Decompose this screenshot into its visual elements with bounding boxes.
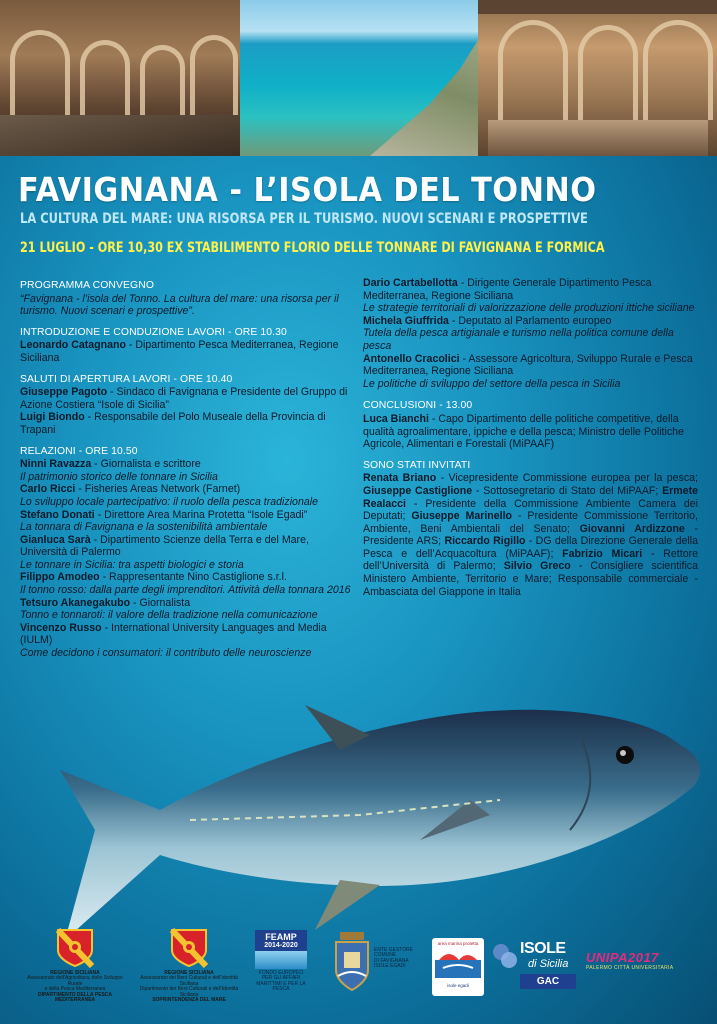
speaker-role: - Responsabile del Polo Museale della Provincia di Trapani — [20, 411, 326, 436]
municipal-crest-icon — [332, 932, 372, 992]
talk-topic: La tonnara di Favignana e la sostenibilità ambientale — [20, 521, 268, 534]
invited-name: Giuseppe Castiglione — [363, 484, 473, 497]
feamp-title: FEAMP — [255, 930, 307, 942]
regione-siciliana-pesca-logo — [20, 928, 130, 1003]
speaker-entry — [20, 386, 355, 411]
section-title-saluti: SALUTI DI APERTURA LAVORI - ORE 10.40 — [20, 373, 233, 385]
section-title-conclusioni: CONCLUSIONI - 13.00 — [363, 400, 473, 412]
speaker-role: - Deputato al Parlamento europeo — [448, 314, 612, 327]
logo-title: REGIONE SICILIANA — [50, 970, 100, 976]
invited-name: Ermete Realacci — [363, 484, 698, 510]
speaker-name: Vincenzo Russo — [20, 621, 102, 634]
program-left-column — [20, 280, 355, 660]
event-date-venue — [20, 240, 605, 256]
talk-topic: Tonno e tonnaroti: il valore della tradizione nella comunicazione — [20, 609, 318, 622]
speaker-name: Ninni Ravazza — [20, 458, 92, 471]
bubbles-icon — [492, 942, 518, 972]
logo-caption: area marina protetta — [437, 941, 479, 946]
invited-name: Riccardo Rigillo — [444, 535, 526, 548]
invited-role: - Presidente Commissione Territorio, Ambiente, Beni Ambientali del Senato; — [363, 510, 698, 535]
speaker-name: Leonardo Catagnano — [20, 339, 126, 352]
speaker-role: - Fisheries Areas Network (Farnet) — [75, 483, 241, 496]
talk-topic: Come decidono i consumatori: il contributo delle neuroscienze — [20, 647, 312, 660]
talk-topic: Il tonno rosso: dalla parte degli imprenditori. Attività della tonnara 2016 — [20, 584, 351, 597]
gac-isole-di-sicilia-logo — [492, 938, 580, 992]
talk-topic: Le politiche di sviluppo del settore della pesca in Sicilia — [363, 377, 621, 390]
speaker-name: Antonello Cracolici — [363, 352, 460, 365]
unipa-title: UNIPA2017 — [586, 950, 659, 965]
invited-name: Giuseppe Marinello — [411, 510, 513, 523]
area-marina-protetta-logo — [432, 938, 484, 996]
speaker-entry — [20, 411, 355, 436]
speaker-name: Gianluca Sarà — [20, 533, 91, 546]
comune-favignana-crest — [332, 932, 372, 997]
invited-role: - Presidente ARS; — [363, 522, 698, 548]
logo-caption: Assessorato dell’Agricoltura, dello Sviluppo Rurale — [27, 975, 123, 987]
talk-topic: Le tonnare in Sicilia: tra aspetti biologici e storia — [20, 558, 244, 571]
talk-topic: Tutela della pesca artigianale e turismo nella politica comune della pesca — [363, 327, 674, 352]
logo-caption: DIPARTIMENTO DELLA PESCA MEDITERRANEA — [37, 991, 113, 1004]
speaker-entry — [20, 339, 355, 364]
event-date: 21 LUGLIO - ORE 10,30 — [20, 240, 163, 256]
gac-title: ISOLE — [520, 940, 566, 957]
logo-caption: SOPRINTENDENZA DEL MARE — [152, 997, 226, 1004]
program-right-column — [363, 277, 698, 598]
feamp-logo — [255, 930, 307, 993]
logo-caption: isole egadi — [447, 983, 469, 989]
talk-topic: Lo sviluppo locale partecipativo: il ruolo della pesca tradizionale — [20, 495, 318, 508]
trinacria-shield-icon — [170, 928, 208, 968]
logo-title: REGIONE SICILIANA — [164, 970, 214, 976]
invited-role: - Consigliere scientifica Ministero Ambiente, Territorio e Mare; Responsabile commerciale - Ambasciata del Giappone in Italia — [363, 560, 698, 598]
unipa-2017-logo — [586, 950, 710, 971]
speaker-role: - Rappresentante Nino Castiglione s.r.l. — [99, 571, 287, 584]
invited-name: Silvio Greco — [503, 560, 571, 573]
speaker-role: - Dirigente Generale Dipartimento Pesca Mediterranea, Regione Siciliana — [363, 277, 652, 302]
speaker-role: - Giornalista — [130, 596, 191, 609]
speaker-entry — [20, 571, 355, 584]
logo-caption: e della Pesca Mediterranea — [44, 986, 106, 993]
logo-caption: DI FAVIGNANA — [374, 957, 409, 964]
speaker-name: Tetsuro Akanegakubo — [20, 596, 131, 609]
invited-name: Giovanni Ardizzone — [579, 522, 685, 535]
regione-siciliana-beni-culturali-logo — [134, 928, 244, 1003]
speaker-entry — [363, 413, 698, 451]
speaker-name: Giuseppe Pagoto — [20, 386, 108, 399]
gac-label: GAC — [520, 974, 576, 989]
speaker-entry — [20, 534, 355, 559]
speaker-entry — [20, 458, 355, 471]
invited-role: - Sottosegretario di Stato del MiPAAF; — [472, 484, 663, 497]
speaker-role: - Dipartimento Pesca Mediterranea, Regione Siciliana — [20, 339, 339, 364]
speaker-name: Michela Giuffrida — [363, 314, 449, 327]
speaker-role: - International University Languages and Media (IULM) — [20, 621, 327, 647]
section-title-introduzione: INTRODUZIONE E CONDUZIONE LAVORI - ORE 10.30 — [20, 326, 287, 338]
unipa-caption: PALERMO CITTÀ UNIVERSITARIA — [586, 965, 674, 971]
invited-name: Renata Briano — [363, 472, 437, 485]
talk-topic: Le strategie territoriali di valorizzazione delle produzioni ittiche siciliane — [363, 302, 695, 315]
gac-subtitle: di Sicilia — [528, 958, 569, 970]
speaker-name: Luigi Biondo — [20, 411, 85, 424]
section-title-programma: PROGRAMMA CONVEGNO — [20, 280, 155, 291]
speaker-role: - Capo Dipartimento delle politiche competitive, della qualità agroalimentare, ippiche e della pesca; Ministro delle Politiche Agricole, Alimentari e Forestali (MiPAAF) — [363, 412, 684, 451]
marine-area-icon — [435, 946, 481, 978]
logo-caption: COMUNE — [374, 952, 397, 959]
trinacria-shield-icon — [56, 928, 94, 968]
speaker-role: - Direttore Area Marina Protetta “Isole Egadi” — [94, 508, 308, 521]
speaker-entry — [20, 597, 355, 610]
logo-caption: FONDO EUROPEO PER GLI AFFARI MARITTIMI E PER LA PESCA — [256, 970, 306, 993]
speaker-entry — [363, 277, 698, 302]
speaker-role: - Dipartimento Scienze della Terra e del Mare, Università di Palermo — [20, 533, 309, 559]
speaker-name: Dario Cartabellotta — [363, 277, 458, 289]
tonnara-hall-photo — [478, 0, 717, 156]
invited-role: - Rettore dell’Università di Palermo; — [363, 547, 699, 573]
talk-topic: Il patrimonio storico delle tonnare in Sicilia — [20, 470, 218, 483]
speaker-entry — [363, 315, 698, 328]
speaker-name: Filippo Amodeo — [20, 571, 100, 584]
invited-name: Fabrizio Micari — [562, 547, 643, 560]
comune-favignana-text — [374, 948, 432, 970]
logo-caption: ENTE GESTORE — [374, 947, 414, 953]
speaker-entry — [20, 509, 355, 522]
logo-caption: Dipartimento dei Beni Culturali e dell’Identità Siciliana — [139, 986, 239, 998]
event-subtitle: LA CULTURA DEL MARE: UNA RISORSA PER IL TURISMO. NUOVI SCENARI E PROSPETTIVE — [20, 211, 588, 227]
feamp-years: 2014-2020 — [255, 942, 307, 951]
invited-list — [363, 472, 698, 598]
logo-caption: ISOLE EGADI — [374, 963, 406, 970]
speaker-entry — [363, 353, 698, 378]
section-title-relazioni: RELAZIONI - ORE 10.50 — [20, 445, 138, 457]
speaker-role: - Giornalista e scrittore — [91, 458, 201, 471]
speaker-role: - Sindaco di Favignana e Presidente del Gruppo di Azione Costiera “Isole di Sicilia” — [20, 386, 348, 411]
header-photo-strip — [0, 0, 717, 156]
speaker-name: Carlo Ricci — [20, 483, 76, 496]
event-venue: EX STABILIMENTO FLORIO DELLE TONNARE DI FAVIGNANA E FORMICA — [162, 240, 605, 256]
section-title-invitati: SONO STATI INVITATI — [363, 459, 471, 471]
speaker-role: - Assessore Agricoltura, Sviluppo Rurale e Pesca Mediterranea, Regione Siciliana — [363, 352, 693, 378]
speaker-entry — [20, 622, 355, 647]
speaker-entry — [20, 483, 355, 496]
coastline-photo — [240, 0, 478, 156]
logo-caption: Assessorato dei Beni Culturali e dell’Identità Siciliana — [140, 975, 238, 987]
invited-role: - Vicepresidente Commissione europea per la pesca; — [436, 472, 698, 485]
speaker-name: Stefano Donati — [20, 508, 95, 521]
speaker-name: Luca Bianchi — [363, 412, 429, 425]
tonnara-interior-photo — [0, 0, 240, 156]
feamp-wave-icon — [255, 951, 307, 969]
invited-role: - DG della Direzione Generale della Pesca e dell’Acquacoltura (MiPAAF); — [363, 535, 698, 560]
event-title: FAVIGNANA - L’ISOLA DEL TONNO — [18, 170, 597, 209]
programma-text: “Favignana - l’isola del Tonno. La cultura del mare: una risorsa per il turismo. Nuovi scenari e prospettive”. — [20, 292, 339, 318]
invited-role: - Presidente della Commissione Ambiente Camera dei Deputati; — [363, 497, 698, 523]
